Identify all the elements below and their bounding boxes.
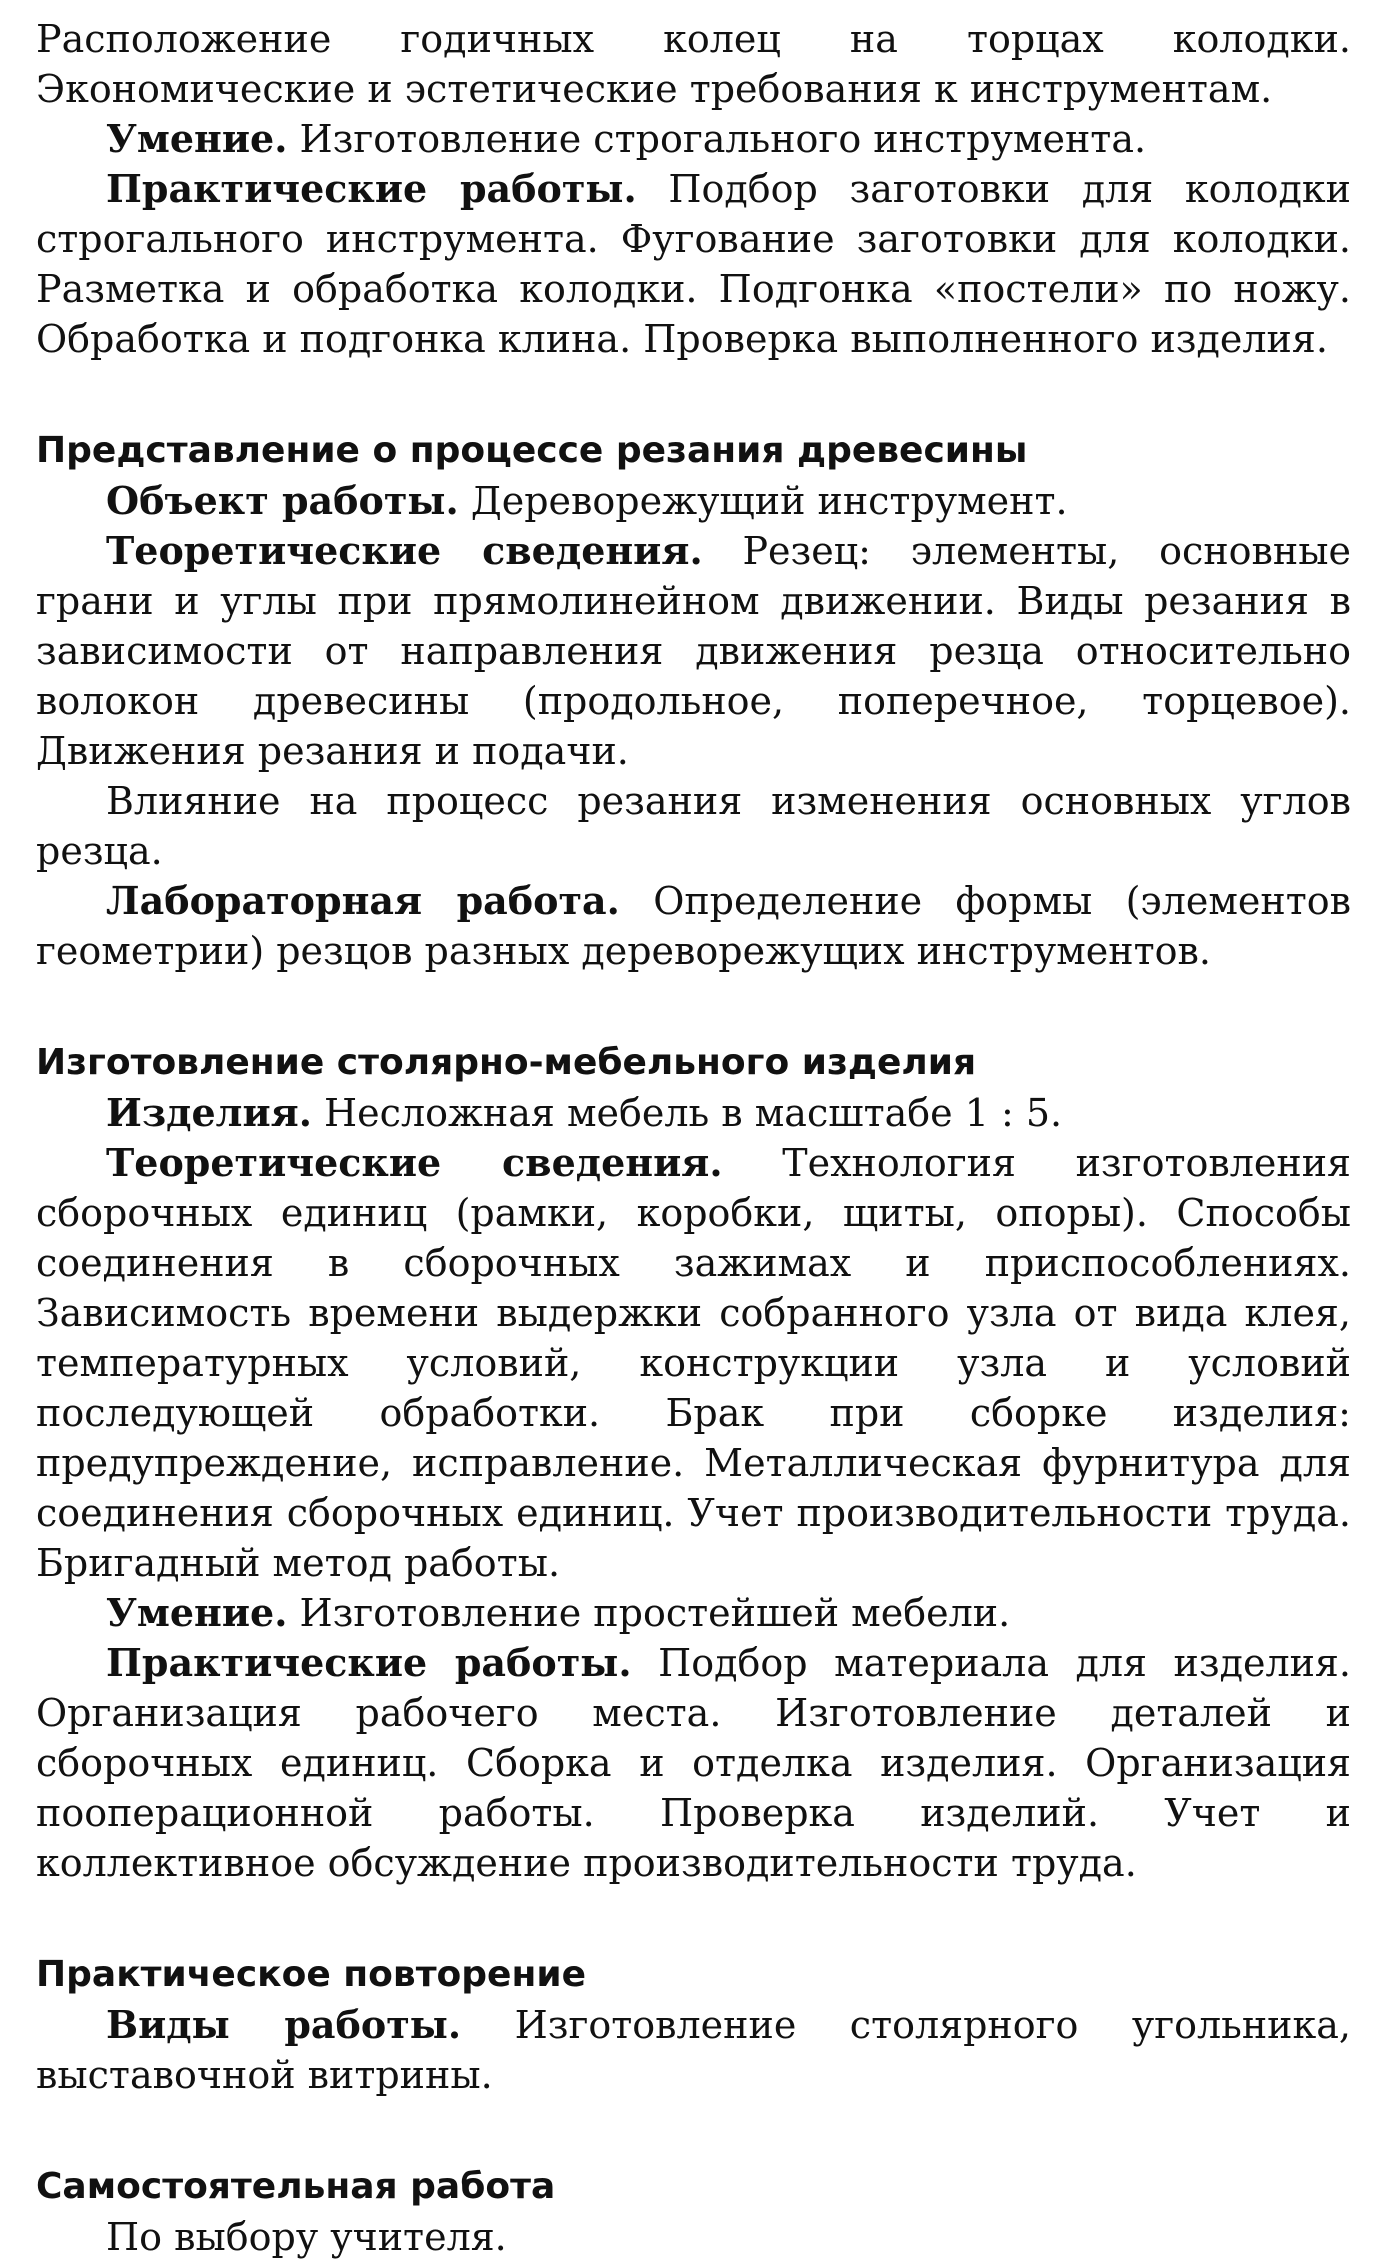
furniture-heading: Изготовление столярно-мебельного изделия [36, 1042, 977, 1083]
furniture-skill-label: Умение. [106, 1590, 288, 1635]
cutting-lab-paragraph [36, 876, 1351, 976]
intro-practice-paragraph [36, 164, 1351, 364]
intro-practice-text: Подбор заготовки для колодки строгального инструмента. Фугование заготовки для колодки. Разметка и обработка колодки. Подгонка «постели» по ножу. Обработка и подгонка клина. Проверка выполненного изделия. [36, 167, 1351, 361]
cutting-object-label: Объект работы. [106, 478, 459, 523]
intro-skill-paragraph [36, 114, 1351, 164]
cutting-theory-paragraph [36, 526, 1351, 776]
furniture-theory-paragraph [36, 1138, 1351, 1588]
furniture-section [36, 1038, 1351, 1888]
intro-paragraph: Расположение годичных колец на торцах колодки. Экономические и эстетические требования к инструментам. [36, 17, 1351, 111]
cutting-theory-text: Резец: элементы, основные грани и углы при прямолинейном движении. Виды резания в зависимости от направления движения резца относительно волокон древесины (продольное, поперечное, торцевое). Движения резания и подачи. [36, 529, 1351, 773]
repetition-heading: Практическое повторение [36, 1954, 586, 1995]
intro-section [36, 14, 1351, 364]
independent-section [36, 2162, 1351, 2262]
furniture-practice-label: Практические работы. [106, 1640, 632, 1685]
cutting-influence-paragraph: Влияние на процесс резания изменения основных углов резца. [36, 779, 1351, 873]
repetition-kinds-label: Виды работы. [106, 2002, 462, 2047]
furniture-items-text: Несложная мебель в масштабе 1 : 5. [311, 1091, 1063, 1135]
furniture-items-label: Изделия. [106, 1090, 312, 1135]
cutting-lab-text: Определение формы (элементов геометрии) резцов разных дереворежущих инструментов. [36, 879, 1351, 973]
furniture-theory-text: Технология изготовления сборочных единиц (рамки, коробки, щиты, опоры). Способы соединения в сборочных зажимах и приспособлениях. Зависимость времени выдержки собранного узла от вида клея, температурных условий, конструкции узла и условий последующей обработки. Брак при сборке изделия: предупреждение, исправление. Металлическая фурнитура для соединения сборочных единиц. Учет производительности труда. Бригадный метод работы. [36, 1141, 1351, 1585]
cutting-object-text: Дереворежущий инструмент. [458, 479, 1068, 523]
cutting-theory-label: Теоретические сведения. [106, 528, 703, 573]
cutting-object-paragraph [36, 476, 1351, 526]
cutting-section [36, 426, 1351, 976]
furniture-theory-label: Теоретические сведения. [106, 1140, 723, 1185]
furniture-skill-paragraph [36, 1588, 1351, 1638]
independent-heading: Самостоятельная работа [36, 2166, 556, 2207]
furniture-skill-text: Изготовление простейшей мебели. [287, 1591, 1011, 1635]
furniture-items-paragraph [36, 1088, 1351, 1138]
intro-skill-label: Умение. [106, 116, 288, 161]
repetition-kinds-text: Изготовление столярного угольника, выставочной витрины. [36, 2003, 1351, 2097]
intro-skill-text: Изготовление строгального инструмента. [287, 117, 1147, 161]
repetition-section [36, 1950, 1351, 2100]
repetition-kinds-paragraph [36, 2000, 1351, 2100]
independent-text: По выбору учителя. [106, 2215, 507, 2259]
furniture-practice-paragraph [36, 1638, 1351, 1888]
cutting-lab-label: Лабораторная работа. [106, 878, 620, 923]
cutting-heading: Представление о процессе резания древесины [36, 430, 1028, 471]
intro-practice-label: Практические работы. [106, 166, 637, 211]
furniture-practice-text: Подбор материала для изделия. Организация рабочего места. Изготовление деталей и сборочных единиц. Сборка и отделка изделия. Организация пооперационной работы. Проверка изделий. Учет и коллективное обсуждение производительности труда. [36, 1641, 1351, 1885]
